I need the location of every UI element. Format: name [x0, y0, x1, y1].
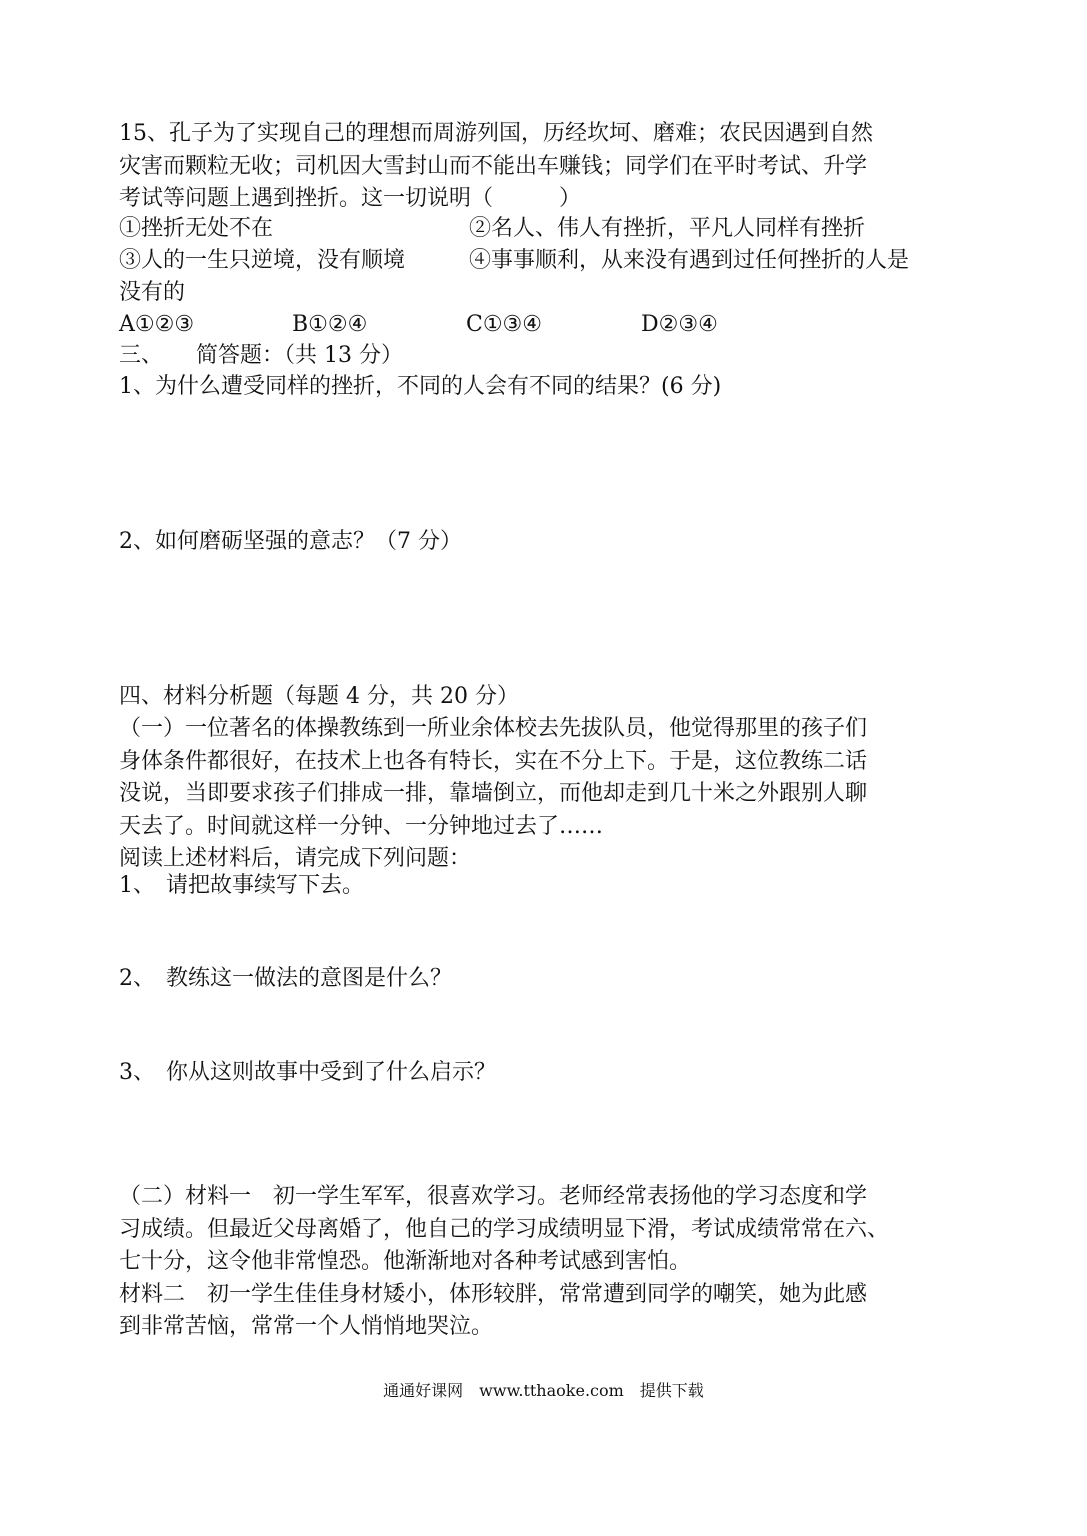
choice-a: A①②③	[119, 312, 195, 337]
question-15-line-3: 考试等问题上遇到挫折。这一切说明（ ）	[119, 186, 582, 211]
material-2	[119, 1181, 971, 1344]
section-4-heading: 四、材料分析题（每题 4 分，共 20 分）	[119, 684, 519, 709]
statement-2: ②名人、伟人有挫折，平凡人同样有挫折	[469, 216, 866, 241]
choice-d: D②③④	[641, 312, 718, 337]
choice-c: C①③④	[466, 312, 543, 337]
material-1-line-4: 天去了。时间就这样一分钟、一分钟地过去了……	[119, 813, 604, 839]
short-answer-question-1: 1、为什么遭受同样的挫折，不同的人会有不同的结果？(6 分)	[119, 374, 722, 399]
section-3-heading: 三、 简答题：（共 13 分）	[119, 343, 403, 368]
material-1	[119, 713, 971, 876]
material-2-line-1: （二）材料一 初一学生军军，很喜欢学习。老师经常表扬他的学习态度和学	[119, 1184, 868, 1209]
material-1-line-3: 没说，当即要求孩子们排成一排，靠墙倒立，而他却走到几十米之外跟别人聊	[119, 781, 868, 806]
material-1-line-1: （一）一位著名的体操教练到一所业余体校去先拔队员，他觉得那里的孩子们	[119, 716, 868, 741]
material-2-line-2: 习成绩。但最近父母离婚了，他自己的学习成绩明显下滑，考试成绩常常在六、	[119, 1216, 890, 1242]
question-15	[119, 118, 971, 216]
analysis-question-1: 1、 请把故事续写下去。	[119, 873, 364, 898]
choice-b: B①②④	[292, 312, 368, 337]
statement-1: ①挫折无处不在	[119, 216, 274, 241]
short-answer-question-2: 2、如何磨砺坚强的意志？（7 分）	[119, 529, 462, 554]
question-15-line-1: 15、孔子为了实现自己的理想而周游列国，历经坎坷、磨难；农民因遇到自然	[119, 121, 873, 146]
material-2-line-3: 七十分，这令他非常惶恐。他渐渐地对各种考试感到害怕。	[119, 1249, 692, 1274]
statement-3: ③人的一生只逆境，没有顺境	[119, 248, 406, 273]
material-1-instruction: 阅读上述材料后，请完成下列问题：	[119, 846, 472, 871]
page-footer: 通通好课网 www.tthaoke.com 提供下载	[383, 1381, 704, 1400]
material-2-line-4: 材料二 初一学生佳佳身材矮小，体形较胖，常常遭到同学的嘲笑，她为此感	[119, 1281, 868, 1307]
material-1-line-2: 身体条件都很好，在技术上也各有特长，实在不分上下。于是，这位教练二话	[119, 748, 868, 774]
statement-4-continued: 没有的	[119, 280, 186, 305]
analysis-question-2: 2、 教练这一做法的意图是什么？	[119, 966, 452, 991]
analysis-question-3: 3、 你从这则故事中受到了什么启示？	[119, 1060, 496, 1085]
question-15-line-2: 灾害而颗粒无收；司机因大雪封山而不能出车赚钱；同学们在平时考试、升学	[119, 153, 868, 179]
statement-4: ④事事顺利，从来没有遇到过任何挫折的人是	[469, 248, 910, 273]
material-2-line-5: 到非常苦恼，常常一个人悄悄地哭泣。	[119, 1314, 494, 1339]
